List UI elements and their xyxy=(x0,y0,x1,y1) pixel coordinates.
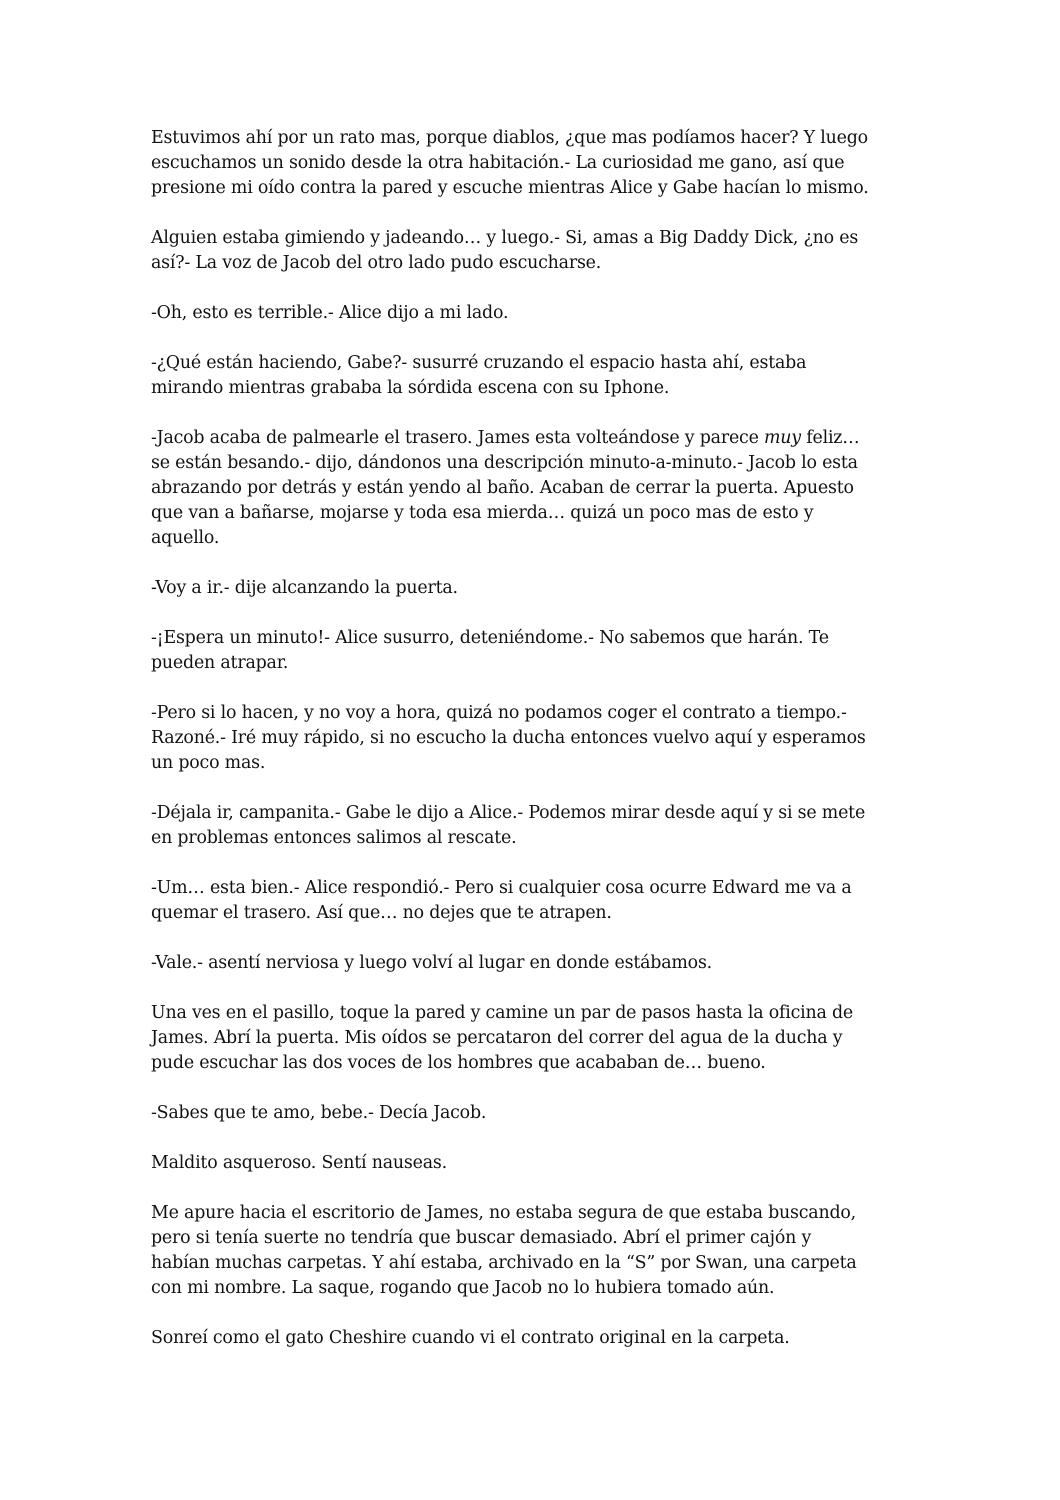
paragraph-5 xyxy=(151,426,911,551)
paragraph-12: Una ves en el pasillo, toque la pared y camine un par de pasos hasta la oficina de James. Abrí la puerta. Mis oídos se percataron del correr del agua de la ducha y pude escuchar las dos voces de los hombres que acababan de… bueno. xyxy=(151,1003,854,1073)
paragraph-16: Sonreí como el gato Cheshire cuando vi el contrato original en la carpeta. xyxy=(151,1328,790,1348)
paragraph-9: -Déjala ir, campanita.- Gabe le dijo a Alice.- Podemos mirar desde aquí y si se mete en problemas entonces salimos al rescate. xyxy=(151,803,866,848)
paragraph-10: -Um… esta bien.- Alice respondió.- Pero si cualquier cosa ocurre Edward me va a quemar el trasero. Así que… no dejes que te atrapen. xyxy=(151,878,852,923)
paragraph-7: -¡Espera un minuto!- Alice susurro, deteniéndome.- No sabemos que harán. Te pueden atrapar. xyxy=(151,628,829,673)
text-column xyxy=(151,126,911,1376)
paragraph-14: Maldito asqueroso. Sentí nauseas. xyxy=(151,1153,447,1173)
paragraph-5-emphasis: muy xyxy=(764,428,801,448)
paragraph-13: -Sabes que te amo, bebe.- Decía Jacob. xyxy=(151,1103,487,1123)
paragraph-1: Estuvimos ahí por un rato mas, porque diablos, ¿que mas podíamos hacer? Y luego escuchamos un sonido desde la otra habitación.- La curiosidad me gano, así que presione mi oído contra la pared y escuche mientras Alice y Gabe hacían lo mismo. xyxy=(151,128,869,198)
paragraph-3: -Oh, esto es terrible.- Alice dijo a mi lado. xyxy=(151,303,509,323)
paragraph-15: Me apure hacia el escritorio de James, no estaba segura de que estaba buscando, pero si tenía suerte no tendría que buscar demasiado. Abrí el primer cajón y habían muchas carpetas. Y ahí estaba, archivado en la “S” por Swan, una carpeta con mi nombre. La saque, rogando que Jacob no lo hubiera tomado aún. xyxy=(151,1203,857,1298)
paragraph-6: -Voy a ir.- dije alcanzando la puerta. xyxy=(151,578,458,598)
paragraph-11: -Vale.- asentí nerviosa y luego volví al lugar en donde estábamos. xyxy=(151,953,713,973)
paragraph-5-before: -Jacob acaba de palmearle el trasero. James esta volteándose y parece xyxy=(151,428,764,448)
paragraph-5-after: feliz… se están besando.- dijo, dándonos una descripción minuto-a-minuto.- Jacob lo esta abrazando por detrás y están yendo al baño. Acaban de cerrar la puerta. Apuesto que van a bañarse, mojarse y toda esa mierda… quizá un poco mas de esto y aquello. xyxy=(151,428,860,548)
paragraph-2: Alguien estaba gimiendo y jadeando… y luego.- Si, amas a Big Daddy Dick, ¿no es así?- La voz de Jacob del otro lado pudo escucharse. xyxy=(151,228,859,273)
paragraph-8: -Pero si lo hacen, y no voy a hora, quizá no podamos coger el contrato a tiempo.- Razoné.- Iré muy rápido, si no escucho la ducha entonces vuelvo aquí y esperamos un poco mas. xyxy=(151,703,866,773)
paragraph-4: -¿Qué están haciendo, Gabe?- susurré cruzando el espacio hasta ahí, estaba mirando mientras grababa la sórdida escena con su Iphone. xyxy=(151,353,807,398)
